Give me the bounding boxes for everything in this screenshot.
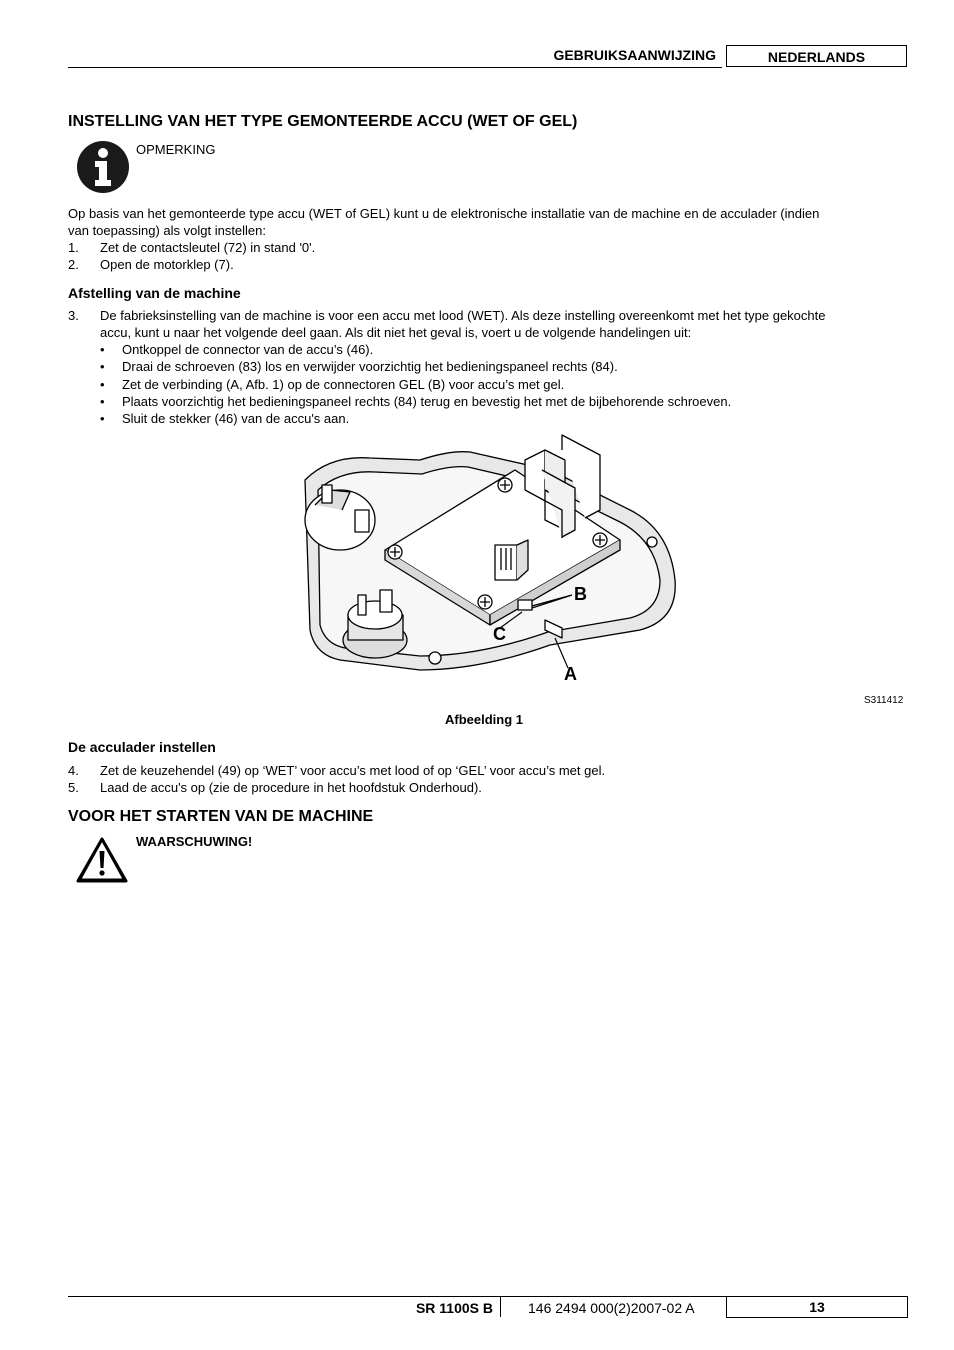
header-bar <box>68 45 722 68</box>
bullet: • <box>100 359 105 374</box>
info-icon <box>76 140 130 194</box>
step-text: De fabrieksinstelling van de machine is voor een accu met lood (WET). Als deze instelling overeenkomt met het type gekochte <box>100 308 826 323</box>
bullet: • <box>100 377 105 392</box>
step-number: 4. <box>68 763 79 778</box>
step-number: 5. <box>68 780 79 795</box>
figure-control-panel-drawing <box>300 430 685 692</box>
bullet-text: Sluit de stekker (46) van de accu's aan. <box>122 411 350 426</box>
note-label: OPMERKING <box>136 142 216 157</box>
footer-page-number: 13 <box>726 1296 908 1318</box>
step-number: 1. <box>68 240 79 255</box>
step-text: Zet de keuzehendel (49) op ‘WET’ voor accu’s met lood of op ‘GEL’ voor accu’s met gel. <box>100 763 606 778</box>
bullet-text: Ontkoppel de connector van de accu’s (46). <box>122 342 374 357</box>
warning-icon <box>75 836 129 884</box>
step-number: 2. <box>68 257 79 272</box>
header-language: NEDERLANDS <box>726 45 907 67</box>
bullet-text: Zet de verbinding (A, Afb. 1) op de connectoren GEL (B) voor accu’s met gel. <box>122 377 565 392</box>
subheading-charger: De acculader instellen <box>68 739 216 755</box>
header-title: GEBRUIKSAANWIJZING <box>553 47 716 63</box>
footer-divider <box>500 1297 501 1317</box>
step-number: 3. <box>68 308 79 323</box>
bullet-text: Draai de schroeven (83) los en verwijder voorzichtig het bedieningspaneel rechts (84). <box>122 359 618 374</box>
step-text-continued: accu, kunt u naar het volgende deel gaan. Als dit niet het geval is, voert u de volgende handelingen uit: <box>100 325 692 340</box>
footer-model: SR 1100S B <box>415 1300 493 1316</box>
figure-label-b: B <box>574 584 587 604</box>
step-text: Laad de accu's op (zie de procedure in het hoofdstuk Onderhoud). <box>100 780 482 795</box>
intro-line-1: Op basis van het gemonteerde type accu (WET of GEL) kunt u de elektronische installatie van de machine en de acculader (indien <box>68 206 820 221</box>
bullet: • <box>100 394 105 409</box>
figure-code: S311412 <box>864 695 904 706</box>
warning-label: WAARSCHUWING! <box>136 834 253 849</box>
bullet: • <box>100 411 105 426</box>
bullet-text: Plaats voorzichtig het bedieningspaneel rechts (84) terug en bevestig het met de bijbehorende schroeven. <box>122 394 732 409</box>
section-heading-before-start: VOOR HET STARTEN VAN DE MACHINE <box>68 808 374 825</box>
intro-line-2: van toepassing) als volgt instellen: <box>68 223 267 238</box>
bullet: • <box>100 342 105 357</box>
figure-label-c: C <box>493 624 506 644</box>
footer-doc-code: 146 2494 000(2)2007-02 A <box>528 1300 695 1316</box>
step-text: Zet de contactsleutel (72) in stand '0'. <box>100 240 316 255</box>
figure-caption: Afbeelding 1 <box>445 712 524 727</box>
figure-label-a: A <box>564 664 577 684</box>
section-heading-battery: INSTELLING VAN HET TYPE GEMONTEERDE ACCU (WET OF GEL) <box>68 113 578 130</box>
step-text: Open de motorklep (7). <box>100 257 234 272</box>
subheading-machine-adjustment: Afstelling van de machine <box>68 285 241 301</box>
